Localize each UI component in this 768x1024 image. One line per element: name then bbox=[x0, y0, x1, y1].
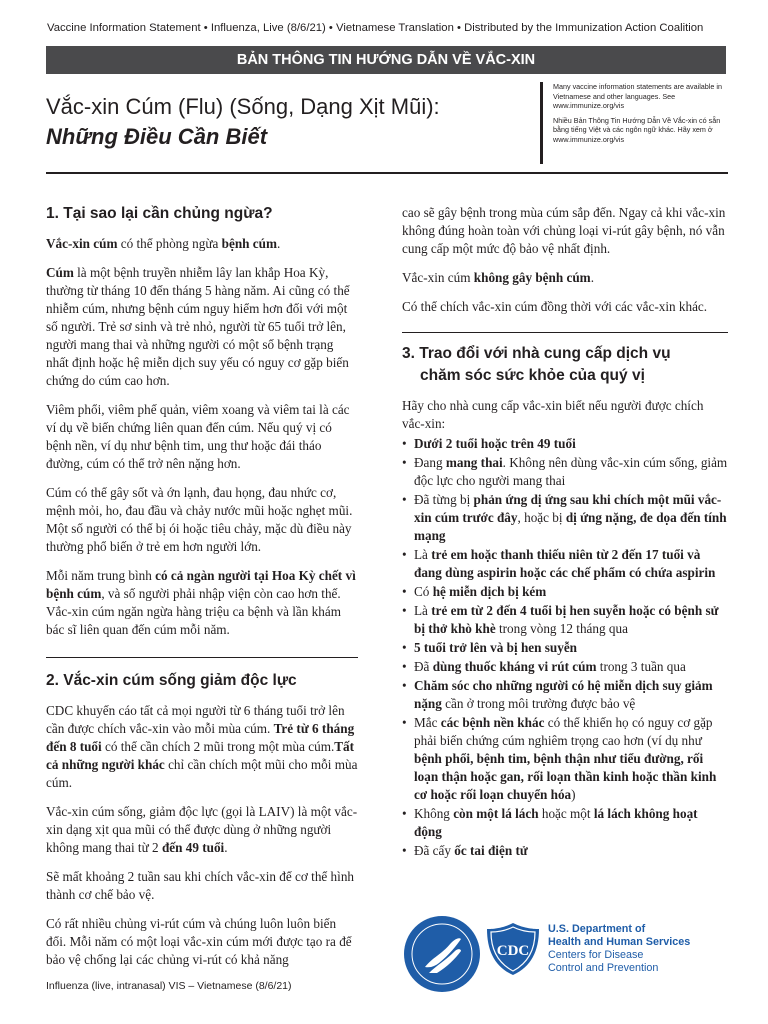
section-3-title-line2: chăm sóc sức khỏe của quý vị bbox=[420, 367, 645, 384]
s3-intro: Hãy cho nhà cung cấp vắc-xin biết nếu người được chích vắc-xin: bbox=[402, 398, 704, 431]
page-footer: Influenza (live, intranasal) VIS – Vietnamese (8/6/21) bbox=[46, 980, 292, 992]
s2-p7: Có thể chích vắc-xin cúm đồng thời với các vắc-xin khác. bbox=[402, 299, 708, 314]
title-subtitle: Những Điều Cần Biết bbox=[46, 124, 268, 149]
list-item: • Không còn một lá lách hoặc một lá lách không hoạt động bbox=[402, 805, 728, 841]
cdc-logo-icon bbox=[485, 921, 541, 977]
s2-p3: Sẽ mất khoảng 2 tuần sau khi chích vắc-xin để cơ thể hình thành cơ chế bảo vệ. bbox=[46, 869, 355, 902]
section-3-title-line1: 3. Trao đổi với nhà cung cấp dịch vụ bbox=[402, 345, 671, 362]
section-3-title bbox=[402, 332, 728, 387]
list-item: • Đang mang thai. Không nên dùng vắc-xin cúm sống, giảm độc lực cho người mang thai bbox=[402, 454, 728, 490]
header-rule bbox=[46, 172, 728, 174]
s2-p2: Vắc-xin cúm sống, giảm độc lực (gọi là LAIV) là một vắc-xin dạng xịt qua mũi có thể được dùng ở những người không mang thai từ 2 đến 49 tuổi. bbox=[46, 804, 358, 855]
list-item: • Có hệ miễn dịch bị kém bbox=[402, 583, 728, 601]
list-item: • Đã cấy ốc tai điện tử bbox=[402, 842, 728, 860]
hhs-seal-icon bbox=[403, 915, 481, 993]
agency-name: U.S. Department of Health and Human Services Centers for Disease Control and Prevention bbox=[548, 923, 691, 974]
language-note bbox=[553, 82, 733, 150]
s1-p5: Mỗi năm trung bình có cả ngàn người tại Hoa Kỳ chết vì bệnh cúm, và số người phải nhập viện còn cao hơn thế. Vắc-xin cúm ngăn ngừa hàng triệu ca bệnh và lần khám bác sĩ liên quan đến cúm mỗi năm. bbox=[46, 568, 356, 637]
cdc-logo-text: CDC bbox=[496, 943, 530, 959]
agency-logos bbox=[403, 915, 733, 995]
s1-p3: Viêm phổi, viêm phế quản, viêm xoang và viêm tai là các ví dụ về biến chứng liên quan đến cúm. Nếu quý vị có bệnh nền, ví dụ như bệnh tim, ung thư hoặc đái tháo đường, cúm có thể trở nên nặng hơn. bbox=[46, 402, 350, 471]
s2-p4: Có rất nhiều chủng vi-rút cúm và chúng luôn luôn biến đổi. Mỗi năm có một loại vắc-xin cúm mới được tạo ra để bảo vệ chống lại các chủng vi-rút có khả năng bbox=[46, 916, 352, 967]
section-2-title: 2. Vắc-xin cúm sống giảm độc lực bbox=[46, 657, 358, 692]
banner: BẢN THÔNG TIN HƯỚNG DẪN VỀ VẮC-XIN bbox=[46, 46, 726, 74]
s2-p5: cao sẽ gây bệnh trong mùa cúm sắp đến. Ngay cả khi vắc-xin không đúng hoàn toàn với chủng loại vi-rút gây bệnh, nó vẫn cung cấp một mức độ bảo vệ nhất định. bbox=[402, 205, 726, 256]
title-main: Vắc-xin Cúm (Flu) (Sống, Dạng Xịt Mũi): bbox=[46, 94, 440, 119]
s1-p2: Cúm là một bệnh truyền nhiễm lây lan khắp Hoa Kỳ, thường từ tháng 10 đến tháng 5 hàng năm. Ai cũng có thể nhiễm cúm, nhưng bệnh cúm nguy hiểm hơn đối với một số người. Trẻ sơ sinh và trẻ nhỏ, người từ 65 tuổi trở lên, người mang thai và những người có một số bệnh trạng nhất định hoặc hệ miễn dịch suy yếu có nguy cơ gặp biến chứng do cúm cao hơn. bbox=[46, 265, 350, 388]
s1-p4: Cúm có thể gây sốt và ớn lạnh, đau họng, đau nhức cơ, mệnh mỏi, ho, đau đầu và chảy nước mũi hoặc nghẹt mũi. Một số người có thể bị ói hoặc tiêu chảy, mặc dù điều này thường phổ biến ở trẻ em hơn người lớn. bbox=[46, 485, 353, 554]
list-item: • Là trẻ em hoặc thanh thiếu niên từ 2 đến 17 tuổi và đang dùng aspirin hoặc các chế phẩm có chứa aspirin bbox=[402, 546, 728, 582]
section-1-title: 1. Tại sao lại cần chủng ngừa? bbox=[46, 205, 273, 222]
list-item: • 5 tuổi trở lên và bị hen suyễn bbox=[402, 639, 728, 657]
language-note-vi: Nhiều Bản Thông Tin Hướng Dẫn Về Vắc-xin có sẵn bằng tiếng Việt và các ngôn ngữ khác. Hãy xem ở www.immunize.org/vis bbox=[553, 115, 721, 144]
list-item: • Chăm sóc cho những người có hệ miễn dịch suy giảm nặng cần ở trong môi trường được bảo vệ bbox=[402, 677, 728, 713]
s1-p1: Vắc-xin cúm có thể phòng ngừa bệnh cúm. bbox=[46, 236, 281, 251]
list-item: • Mắc các bệnh nền khác có thể khiến họ có nguy cơ gặp phải biến chứng cúm nghiêm trọng cao hơn (ví dụ như bệnh phổi, bệnh tim, bệnh thận như tiểu đường, rối loạn thận hoặc gan, rối loạn thần kinh hoặc thần kinh cơ hoặc rối loạn chuyển hóa) bbox=[402, 714, 728, 804]
language-note-en: Many vaccine information statements are available in Vietnamese and other languages. See www.immunize.org/vis bbox=[553, 82, 722, 111]
left-column bbox=[46, 182, 358, 980]
right-column bbox=[402, 204, 728, 861]
list-item: • Là trẻ em từ 2 đến 4 tuổi bị hen suyễn hoặc có bệnh sử bị thở khò khè trong vòng 12 tháng qua bbox=[402, 602, 728, 638]
s2-p6: Vắc-xin cúm không gây bệnh cúm. bbox=[402, 270, 594, 285]
list-item: • Dưới 2 tuổi hoặc trên 49 tuổi bbox=[402, 435, 728, 453]
header-line: Vaccine Information Statement • Influenza, Live (8/6/21) • Vietnamese Translation • Distributed by the Immunization Action Coalition bbox=[47, 22, 704, 34]
list-item: • Đã dùng thuốc kháng vi rút cúm trong 3 tuần qua bbox=[402, 658, 728, 676]
note-divider bbox=[540, 82, 543, 164]
list-item: • Đã từng bị phản ứng dị ứng sau khi chích một mũi vắc-xin cúm trước đây, hoặc bị dị ứng nặng, đe dọa đến tính mạng bbox=[402, 491, 728, 545]
s2-p1: CDC khuyến cáo tất cả mọi người từ 6 tháng tuổi trở lên cần được chích vắc-xin vào mỗi mùa cúm. Trẻ từ 6 tháng đến 8 tuổi có thể cần chích 2 mũi trong một mùa cúm.Tất cả những người khác chỉ cần chích một mũi cho mỗi mùa cúm. bbox=[46, 703, 358, 790]
page-title bbox=[46, 92, 506, 152]
s3-bullet-list bbox=[402, 435, 728, 860]
